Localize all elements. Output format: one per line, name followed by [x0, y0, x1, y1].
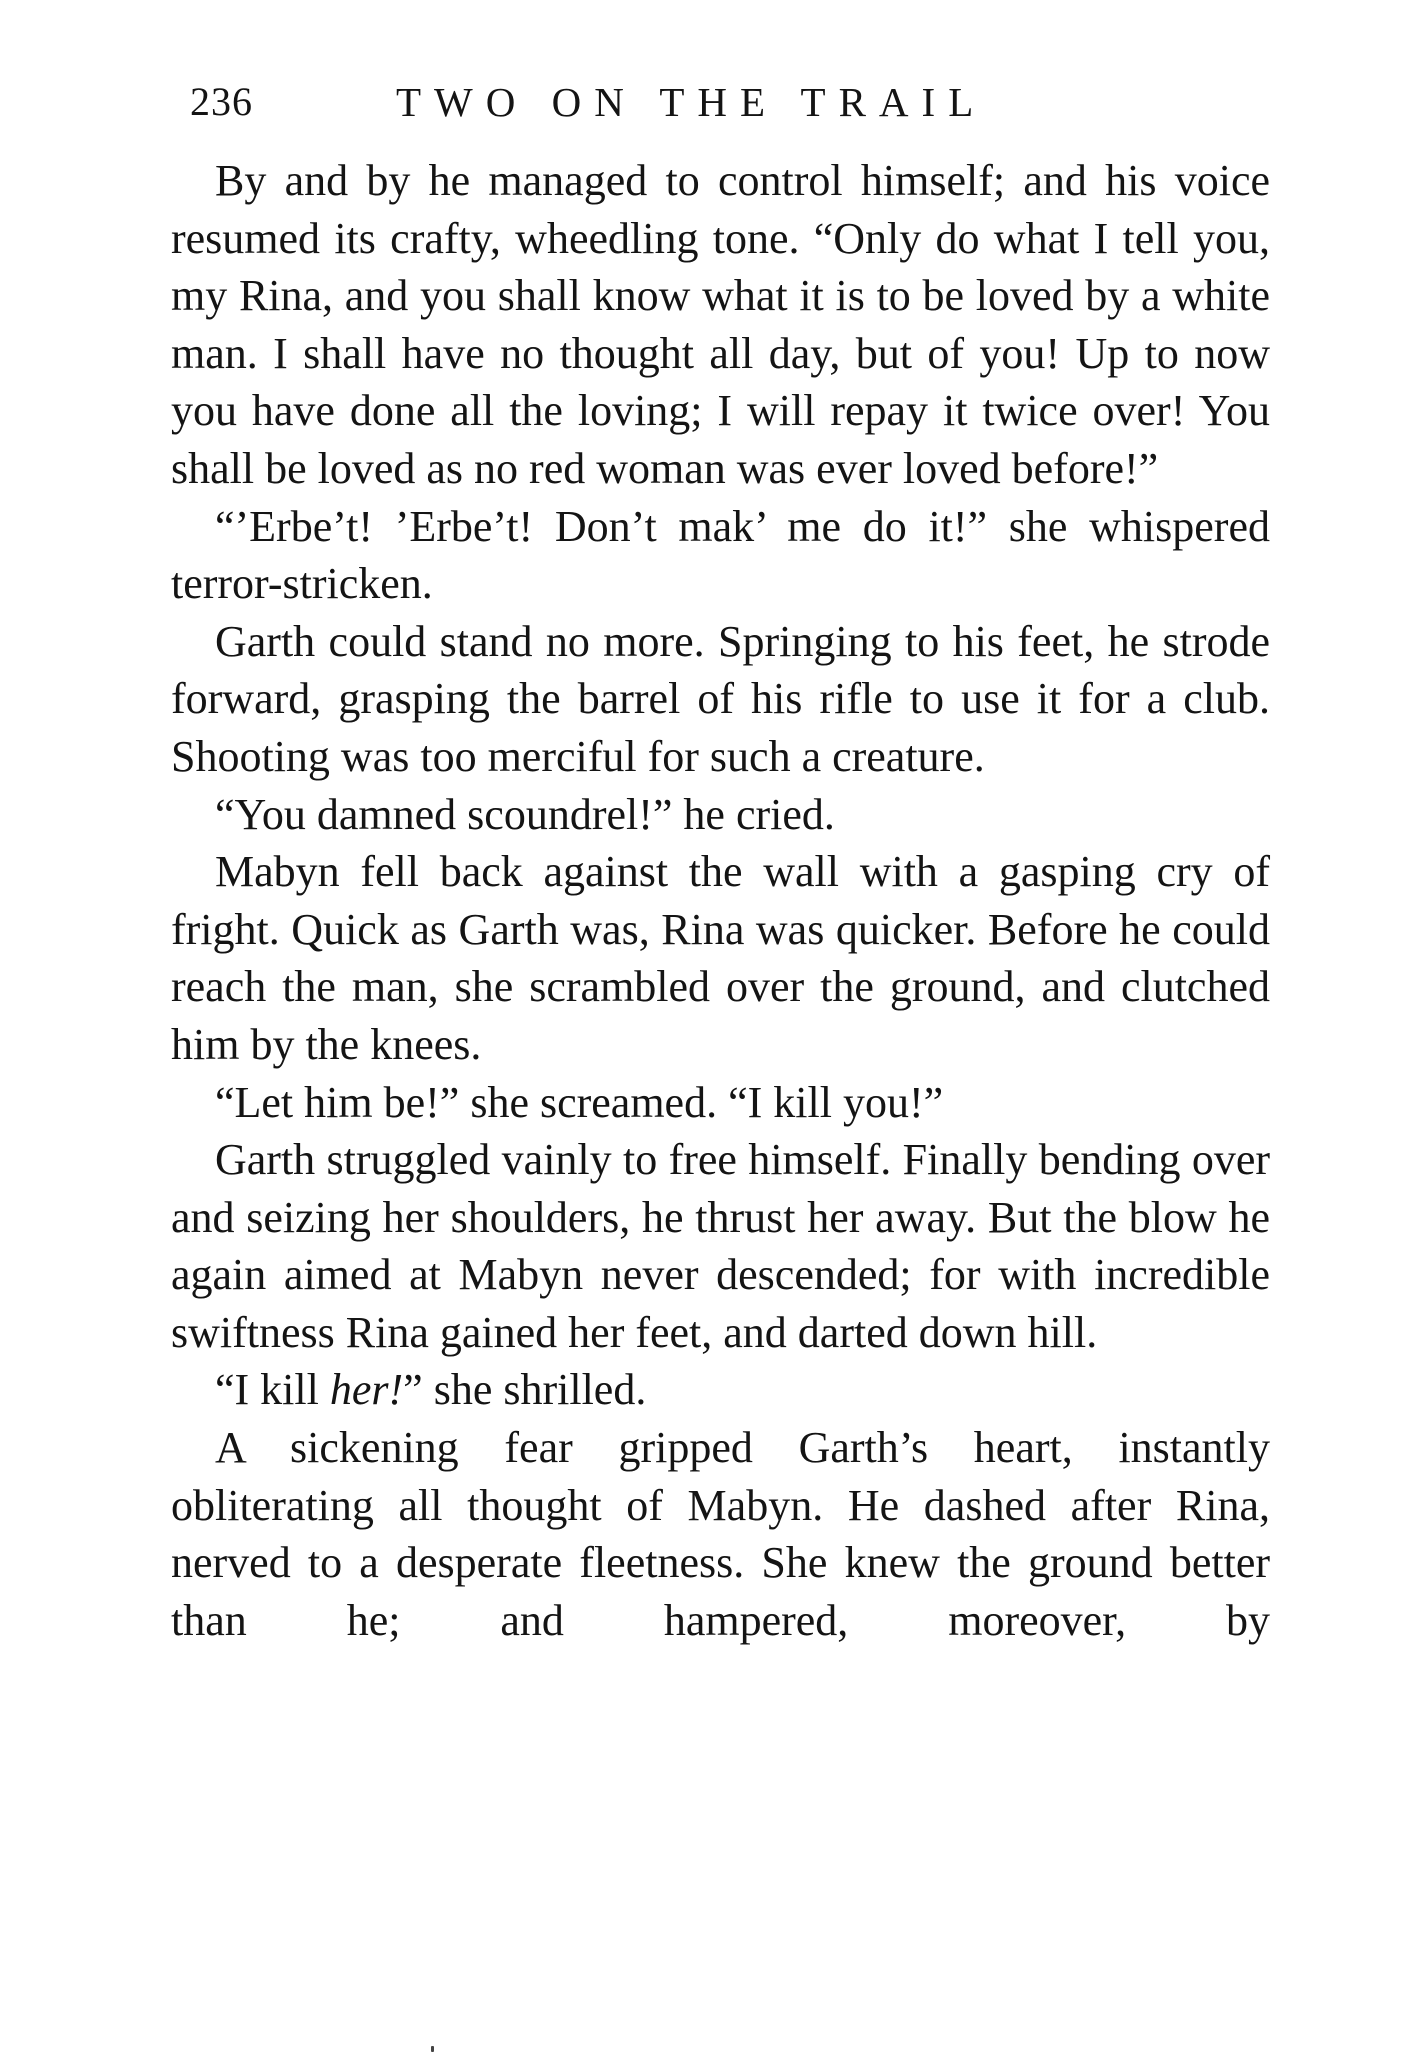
- paragraph: [171, 786, 1270, 844]
- paragraph: [171, 1361, 1270, 1419]
- paragraph-text: A sickening fear gripped Garth’s heart, instantly obliterating all thought of Mabyn. He dashed after Rina, nerved to a desperate fleetness. She knew the ground better than he; and hampered, moreover, by: [171, 1423, 1270, 1645]
- paragraph-text: ” she shrilled.: [403, 1365, 647, 1415]
- paragraph-text: “You damned scoundrel!” he cried.: [215, 789, 835, 839]
- paragraph: [171, 1419, 1270, 1649]
- paragraph: [171, 1131, 1270, 1361]
- page-number: 236: [190, 79, 253, 124]
- paragraph-text: “’Erbe’t! ’Erbe’t! Don’t mak’ me do it!” she whispered terror-stricken.: [171, 501, 1270, 609]
- paragraph-text: By and by he managed to control himself; and his voice resumed its crafty, wheedling tone. “Only do what I tell you, my Rina, and you shall know what it is to be loved by a white man. I shall have no thought all day, but of you! Up to now you have done all the loving; I will repay it twice over! You shall be loved as no red woman was ever loved before!”: [171, 156, 1270, 493]
- paragraph: [171, 613, 1270, 786]
- print-speck: [431, 2046, 434, 2052]
- paragraph-text: Mabyn fell back against the wall with a gasping cry of fright. Quick as Garth was, Rina was quicker. Before he could reach the man, she scrambled over the ground, and clutched him by the knees.: [171, 847, 1270, 1069]
- paragraph-text: “I kill: [215, 1365, 330, 1415]
- running-head: [171, 70, 1270, 134]
- paragraph-text: “Let him be!” she screamed. “I kill you!”: [215, 1077, 944, 1127]
- running-title: TWO ON THE TRAIL: [396, 79, 987, 125]
- paragraph: [171, 843, 1270, 1073]
- paragraph: [171, 498, 1270, 613]
- body-text: [171, 152, 1270, 1649]
- paragraph-text: Garth struggled vainly to free himself. Finally bending over and seizing her shoulders, he thrust her away. But the blow he again aimed at Mabyn never descended; for with incredible swiftness Rina gained her feet, and darted down hill.: [171, 1135, 1270, 1357]
- italic-text: her!: [329, 1365, 404, 1415]
- paragraph-text: Garth could stand no more. Springing to his feet, he strode forward, grasping the barrel of his rifle to use it for a club. Shooting was too merciful for such a creature.: [171, 616, 1270, 781]
- paragraph: [171, 1074, 1270, 1132]
- paragraph: [171, 152, 1270, 498]
